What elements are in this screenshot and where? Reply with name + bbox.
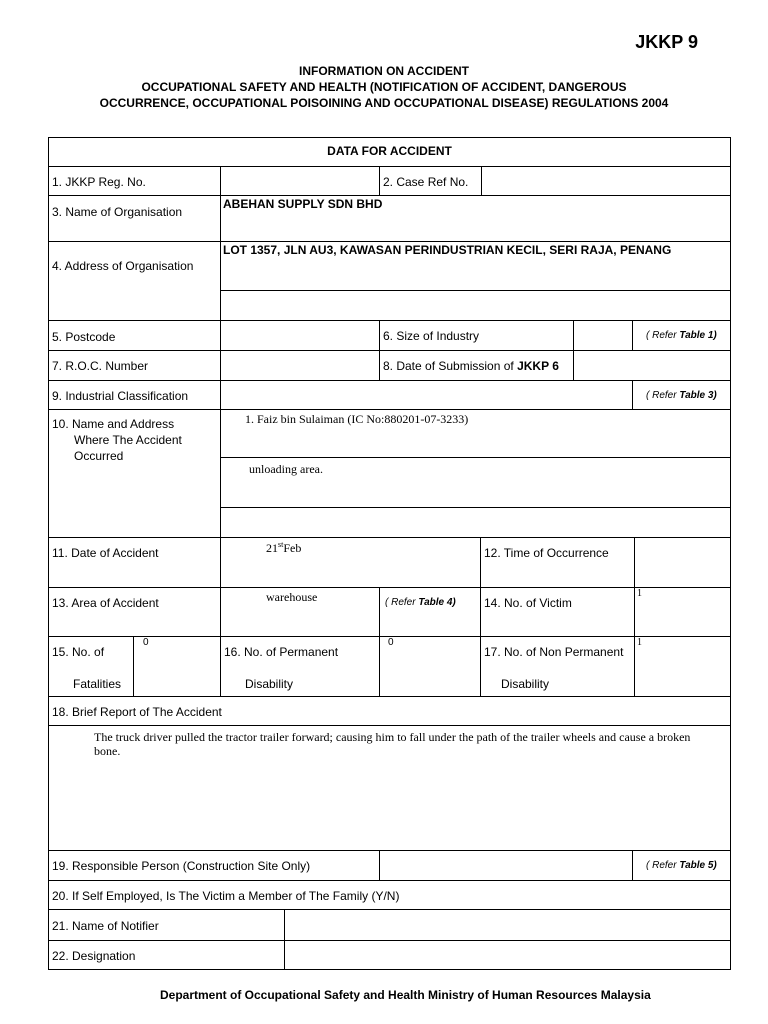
fatalities-value: 0 [143, 637, 149, 648]
org-name-value: ABEHAN SUPPLY SDN BHD [223, 197, 383, 211]
roc-label-cell [49, 350, 220, 380]
org-name-label-cell [49, 195, 220, 241]
name-address-label-3: Occurred [74, 449, 124, 463]
permanent-disability-label-2: Disability [245, 677, 294, 691]
non-permanent-disability-field[interactable] [634, 636, 731, 696]
postcode-field[interactable] [220, 320, 379, 350]
section-title: DATA FOR ACCIDENT [327, 144, 452, 158]
submission-date-label [380, 359, 573, 373]
designation-label: 22. Designation [52, 949, 136, 963]
non-permanent-disability-label-cell [480, 636, 634, 696]
form-code: JKKP 9 [635, 32, 698, 52]
refer-table-1-label: Table 1) [679, 330, 717, 341]
non-permanent-disability-label-1: 17. No. of Non Permanent [484, 645, 624, 659]
permanent-disability-label-1: 16. No. of Permanent [224, 645, 339, 659]
accident-date-label: 11. Date of Accident [52, 546, 159, 560]
accident-date-month: Feb [283, 541, 302, 555]
refer-prefix-4: ( Refer [385, 597, 416, 608]
industry-size-label-cell [379, 320, 573, 350]
postcode-label-cell [49, 320, 220, 350]
case-ref-field[interactable] [481, 166, 731, 195]
refer-table-3-label: Table 3) [679, 390, 717, 401]
victims-value: 1 [637, 588, 642, 599]
refer-table-3 [632, 380, 731, 409]
victims-field[interactable] [634, 587, 731, 636]
notifier-name-label-cell [49, 909, 284, 940]
postcode-label: 5. Postcode [52, 330, 116, 344]
heading-line-3: OCCURRENCE, OCCUPATIONAL POISOINING AND OCCUPATIONAL DISEASE) REGULATIONS 2004 [99, 96, 669, 110]
refer-table-5-label: Table 5) [679, 860, 717, 871]
name-address-label-2: Where The Accident [74, 433, 182, 447]
org-address-field-2[interactable] [220, 290, 731, 320]
refer-table-1 [632, 320, 731, 350]
reg-no-field[interactable] [220, 166, 379, 195]
fatalities-label-2: Fatalities [73, 677, 122, 691]
victims-label-cell [480, 587, 634, 636]
heading-line-1: INFORMATION ON ACCIDENT [299, 64, 469, 78]
accident-area-field[interactable] [220, 587, 379, 636]
occurrence-time-label-cell [480, 537, 634, 587]
refer-table-5 [632, 850, 731, 880]
submission-date-text: 8. Date of Submission of [383, 359, 514, 373]
responsible-person-label-cell [49, 850, 379, 880]
victims-label: 14. No. of Victim [484, 596, 572, 610]
industry-size-field[interactable] [573, 320, 632, 350]
roc-field[interactable] [220, 350, 379, 380]
accident-date-suffix: st [278, 540, 284, 549]
refer-table-4 [379, 587, 480, 636]
permanent-disability-value: 0 [388, 637, 394, 648]
industrial-class-label: 9. Industrial Classification [52, 389, 189, 403]
refer-prefix-1: ( Refer [646, 330, 677, 341]
accident-date-value [266, 540, 480, 556]
fatalities-label-cell [49, 636, 133, 696]
org-address-label: 4. Address of Organisation [52, 259, 194, 273]
name-address-label-1: 10. Name and Address [52, 417, 175, 431]
submission-date-field[interactable] [573, 350, 731, 380]
name-address-label-cell [49, 409, 220, 537]
org-address-value: LOT 1357, JLN AU3, KAWASAN PERINDUSTRIAN KECIL, SERI RAJA, PENANG [223, 243, 672, 257]
accident-area-label-cell [49, 587, 220, 636]
reg-no-label: 1. JKKP Reg. No. [52, 175, 146, 189]
brief-report-label-cell [49, 696, 731, 725]
self-employed-label-cell [49, 880, 731, 909]
victim-name-field[interactable] [220, 409, 731, 457]
accident-form-table [48, 137, 731, 970]
org-name-label: 3. Name of Organisation [52, 205, 183, 219]
case-ref-label-cell [379, 166, 481, 195]
occurrence-time-label: 12. Time of Occurrence [484, 546, 609, 560]
accident-area-label: 13. Area of Accident [52, 596, 159, 610]
notifier-name-label: 21. Name of Notifier [52, 919, 159, 933]
occurrence-time-field[interactable] [634, 537, 731, 587]
footer-department: Department of Occupational Safety and Health Ministry of Human Resources Malaysia [160, 988, 651, 1002]
industry-size-label: 6. Size of Industry [383, 329, 480, 343]
fatalities-label-1: 15. No. of [52, 645, 105, 659]
brief-report-value: The truck driver pulled the tractor trailer forward; causing him to fall under the path of the trailer wheels and cause a broken bone. [94, 730, 691, 758]
accident-area-value: warehouse [266, 590, 318, 604]
form-heading [0, 63, 768, 111]
submission-form-code: JKKP 6 [517, 359, 559, 373]
refer-prefix-3: ( Refer [646, 390, 677, 401]
permanent-disability-field[interactable] [379, 636, 480, 696]
refer-table-4-label: Table 4) [418, 597, 456, 608]
non-permanent-disability-value: 1 [637, 637, 642, 648]
roc-label: 7. R.O.C. Number [52, 359, 149, 373]
responsible-person-field[interactable] [379, 850, 632, 880]
accident-location-field-2[interactable] [220, 507, 731, 537]
brief-report-label: 18. Brief Report of The Accident [52, 705, 222, 719]
notifier-name-field[interactable] [284, 909, 731, 940]
accident-date-field[interactable] [220, 537, 480, 587]
industrial-class-field[interactable] [220, 380, 632, 409]
case-ref-label: 2. Case Ref No. [383, 175, 469, 189]
self-employed-label: 20. If Self Employed, Is The Victim a Member of The Family (Y/N) [52, 889, 400, 903]
heading-line-2: OCCUPATIONAL SAFETY AND HEALTH (NOTIFICATION OF ACCIDENT, DANGEROUS [141, 80, 627, 94]
non-permanent-disability-label-2: Disability [501, 677, 550, 691]
accident-date-day: 21 [266, 541, 278, 555]
fatalities-field[interactable] [133, 636, 220, 696]
accident-date-label-cell [49, 537, 220, 587]
designation-field[interactable] [284, 940, 731, 970]
industrial-class-label-cell [49, 380, 220, 409]
permanent-disability-label-cell [220, 636, 379, 696]
submission-date-label-cell [379, 350, 573, 380]
designation-label-cell [49, 940, 284, 970]
accident-location-field[interactable] [220, 457, 731, 507]
brief-report-field[interactable] [49, 725, 731, 850]
accident-location-value: unloading area. [249, 462, 323, 476]
victim-name-value: 1. Faiz bin Sulaiman (IC No:880201-07-3233) [245, 412, 469, 426]
refer-prefix-5: ( Refer [646, 860, 677, 871]
org-name-field[interactable] [220, 195, 731, 241]
responsible-person-label: 19. Responsible Person (Construction Site Only) [52, 859, 311, 873]
org-address-field[interactable] [220, 241, 731, 290]
org-address-label-cell [49, 241, 220, 320]
reg-no-label-cell [49, 166, 220, 195]
